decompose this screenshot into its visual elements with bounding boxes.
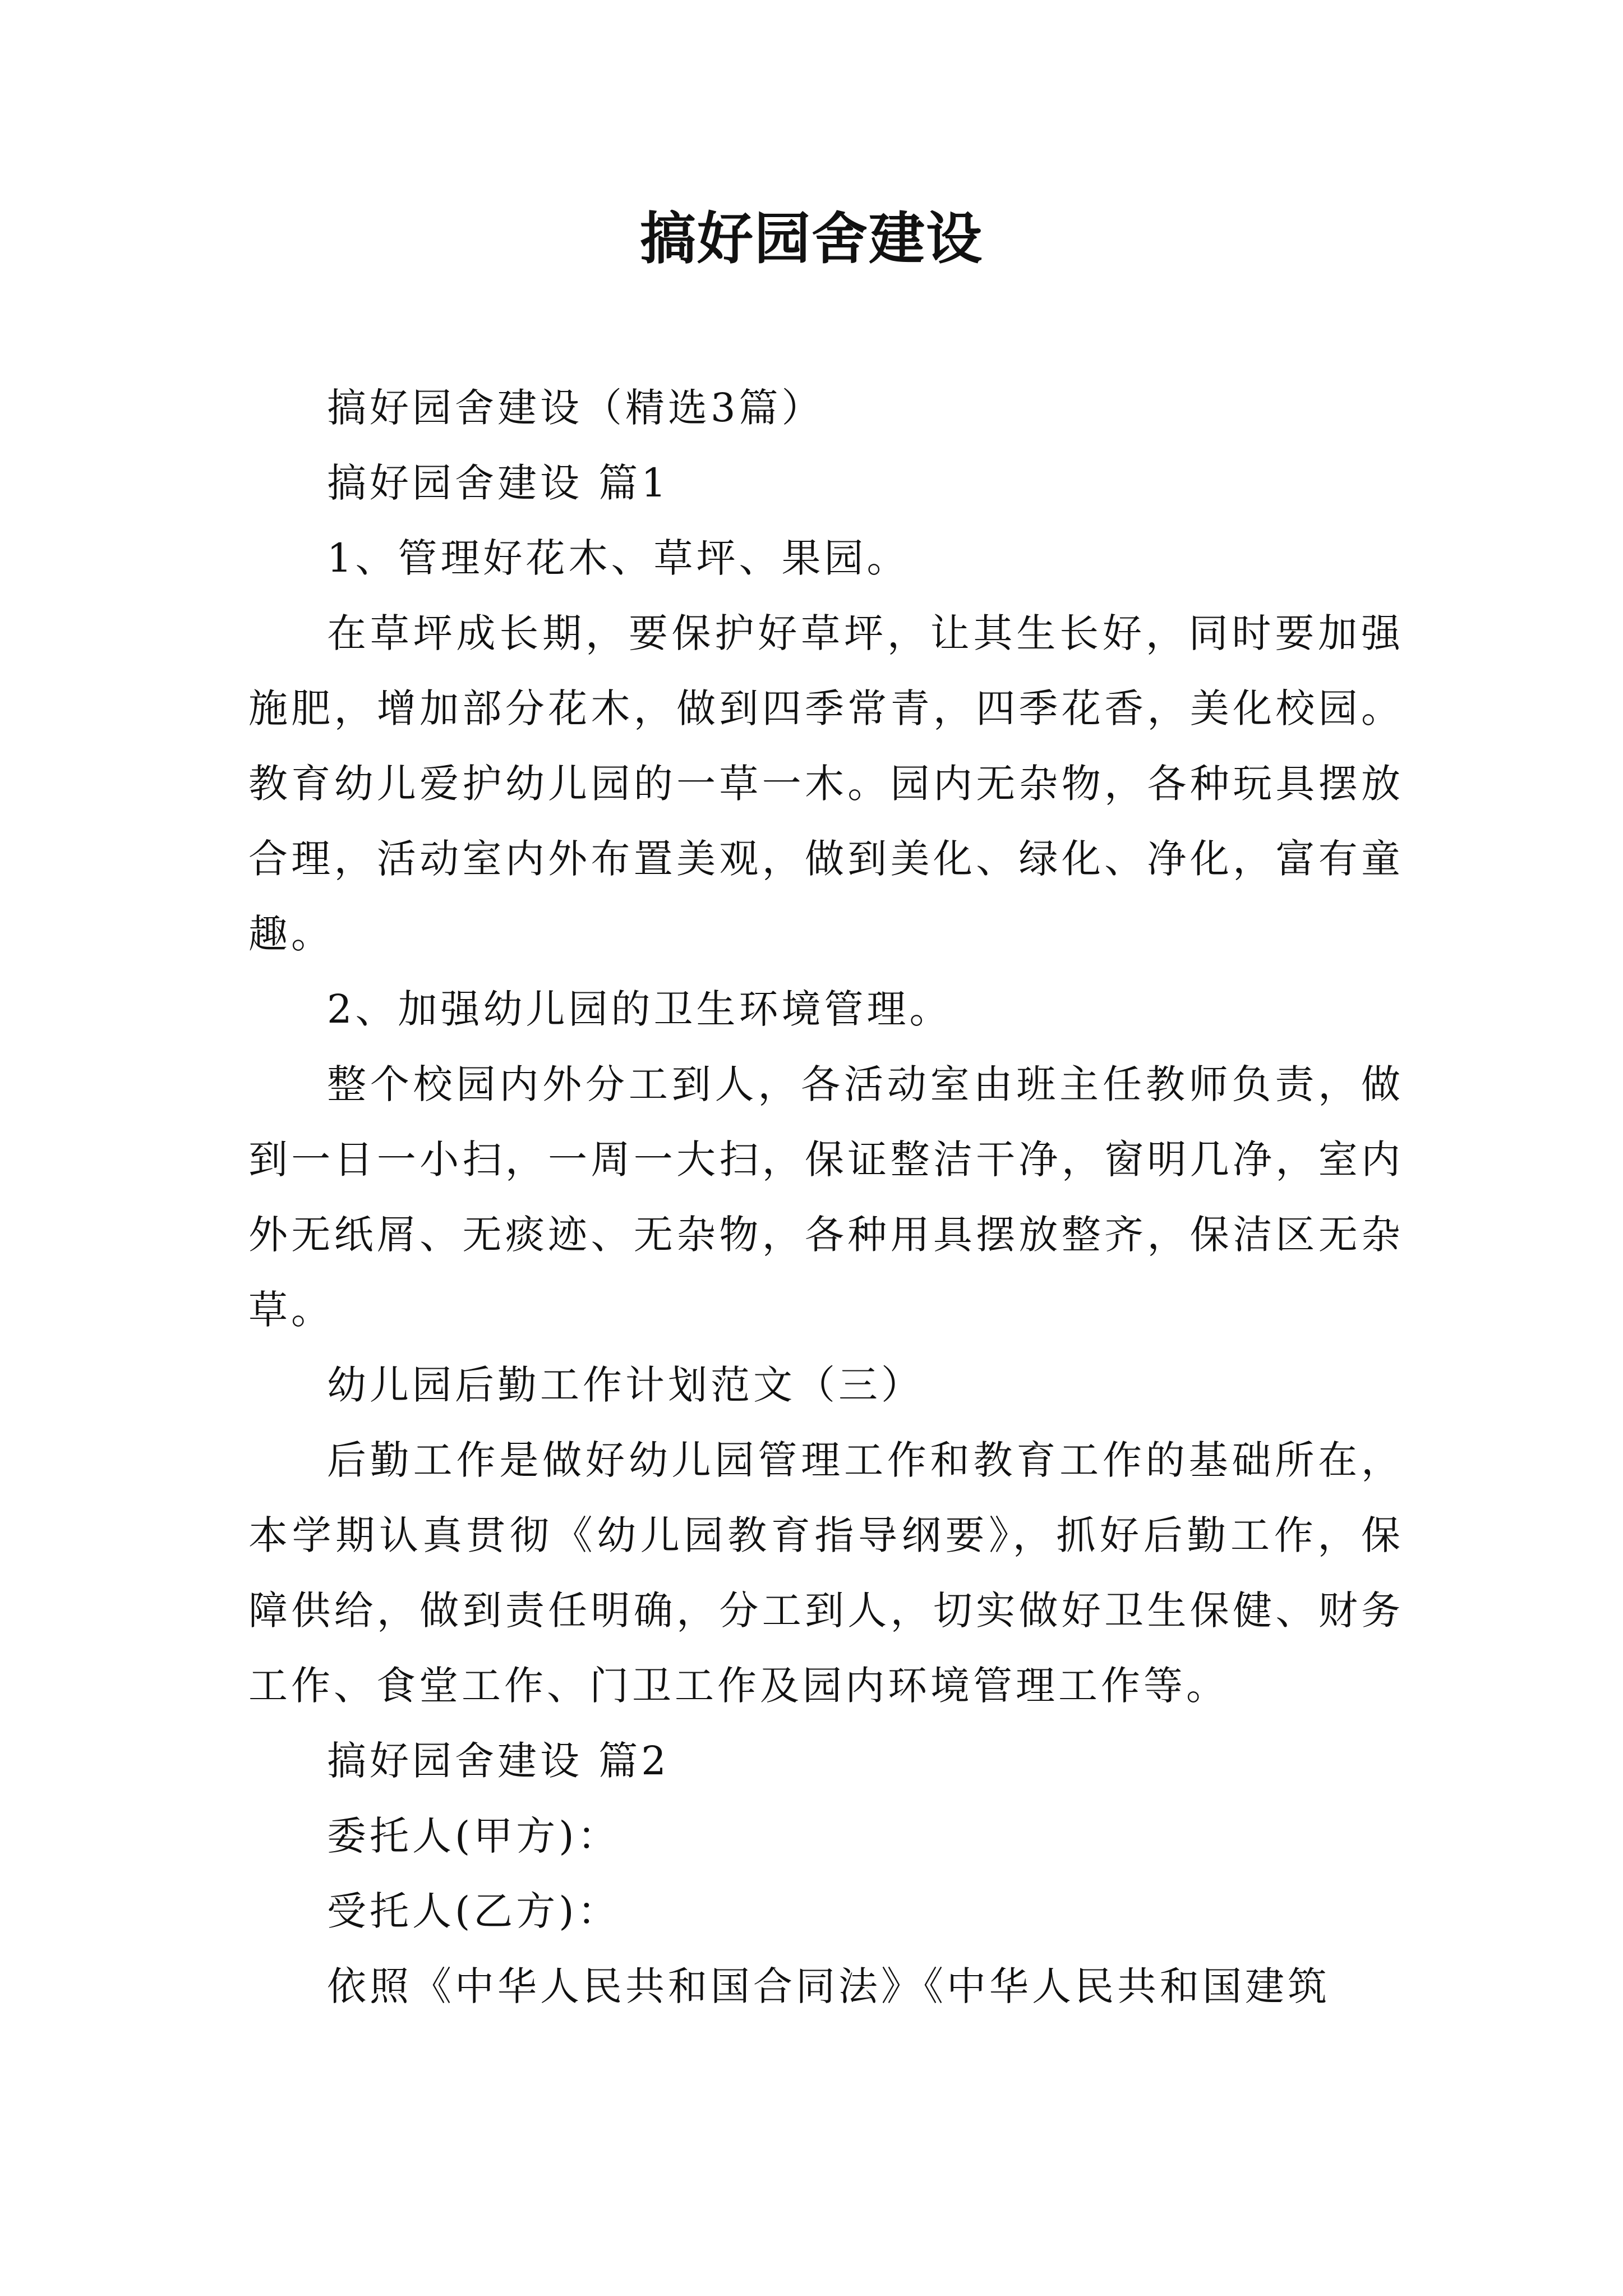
paragraph-section-2-heading: 搞好园舍建设 篇2 <box>327 1738 670 1784</box>
paragraph-item-2-body: 整个校园内外分工到人，各活动室由班主任教师负责，做到一日一小扫，一周一大扫，保证整洁干净，窗明几净，室内外无纸屑、无痰迹、无杂物，各种用具摆放整齐，保洁区无杂草。 <box>248 1061 1404 1333</box>
paragraph-subsection-heading: 幼儿园后勤工作计划范文（三） <box>327 1362 924 1408</box>
paragraph-subsection-body: 后勤工作是做好幼儿园管理工作和教育工作的基础所在，本学期认真贯彻《幼儿园教育指导纲要》，抓好后勤工作，保障供给，做到责任明确，分工到人，切实做好卫生保健、财务工作、食堂工作、门卫工作及园内环境管理工作等。 <box>248 1437 1404 1709</box>
paragraph-party-b: 受托人(乙方)： <box>327 1888 620 1934</box>
paragraph-section-1-heading: 搞好园舍建设 篇1 <box>327 460 670 506</box>
paragraph-item-1-body: 在草坪成长期，要保护好草坪，让其生长好，同时要加强施肥，增加部分花木，做到四季常青，四季花香，美化校园。教育幼儿爱护幼儿园的一草一木。园内无杂物，各种玩具摆放合理，活动室内外布置美观，做到美化、绿化、净化，富有童趣。 <box>248 610 1404 957</box>
paragraph-item-1-heading: 1、管理好花木、草坪、果园。 <box>327 535 910 581</box>
paragraph-party-a: 委托人(甲方)： <box>327 1813 620 1859</box>
paragraph-collection-heading: 搞好园舍建设（精选3篇） <box>327 385 824 431</box>
document-body <box>248 370 1404 2024</box>
document-title: 搞好园舍建设 <box>640 205 983 272</box>
paragraph-legal-basis: 依照《中华人民共和国合同法》《中华人民共和国建筑 <box>327 1963 1330 2009</box>
paragraph-item-2-heading: 2、加强幼儿园的卫生环境管理。 <box>327 986 952 1032</box>
